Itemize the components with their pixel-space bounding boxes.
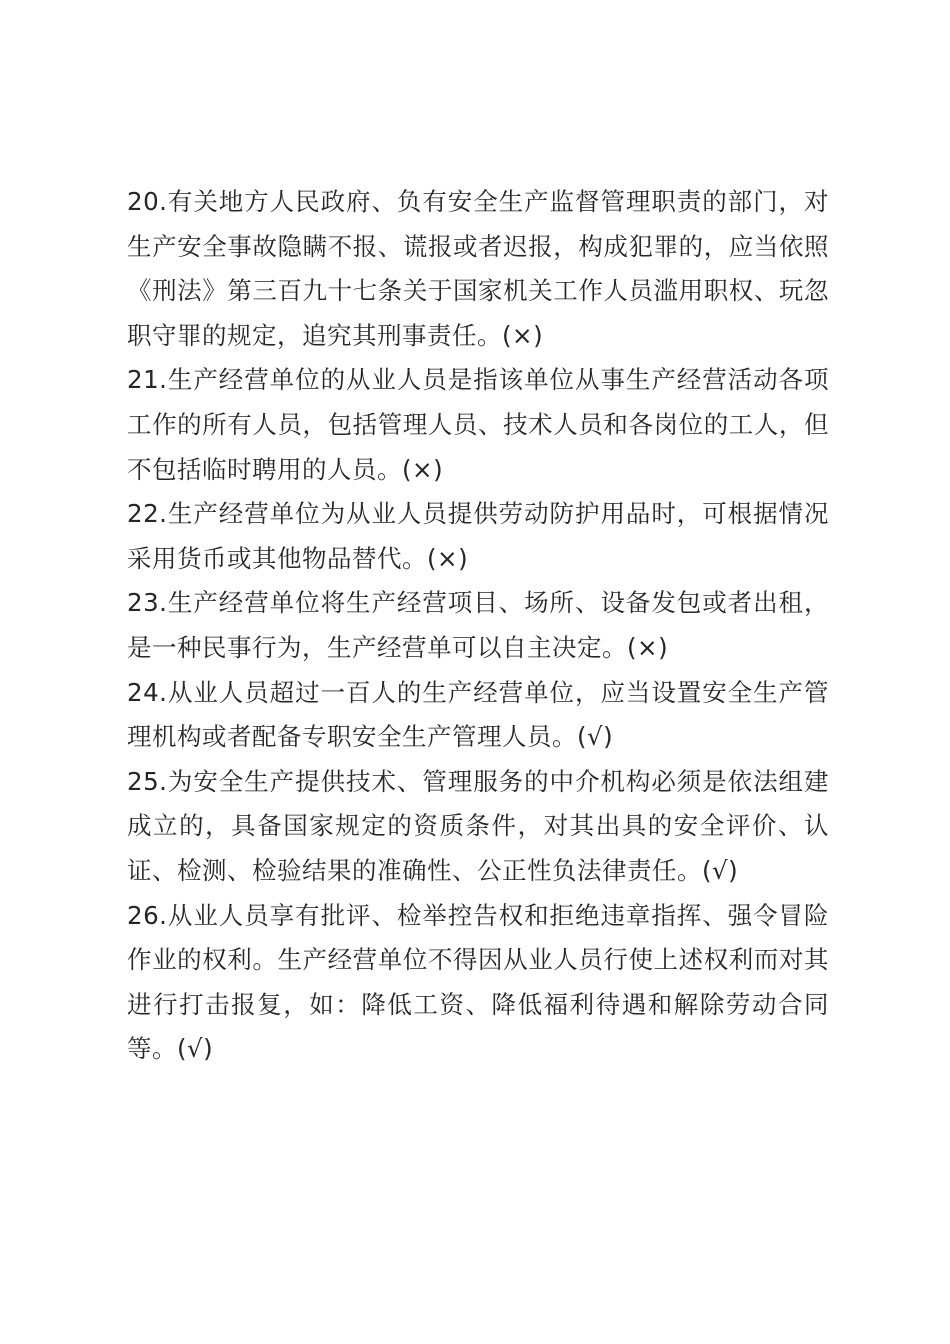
question-item-20: 20.有关地方人民政府、负有安全生产监督管理职责的部门，对生产安全事故隐瞒不报、谎报或者迟报，构成犯罪的，应当依照《刑法》第三百九十七条关于国家机关工作人员滥用职权、玩忽职守罪的规定，追究其刑事责任。(×) (127, 187, 829, 350)
question-item-26: 26.从业人员享有批评、检举控告权和拒绝违章指挥、强令冒险作业的权利。生产经营单位不得因从业人员行使上述权利而对其进行打击报复，如：降低工资、降低福利待遇和解除劳动合同等。(√) (127, 900, 829, 1064)
question-item-23: 23.生产经营单位将生产经营项目、场所、设备发包或者出租，是一种民事行为，生产经营单可以自主决定。(×) (127, 588, 829, 662)
question-list (127, 180, 829, 1072)
question-item-22: 22.生产经营单位为从业人员提供劳动防护用品时，可根据情况采用货币或其他物品替代。(×) (127, 499, 829, 573)
question-item-25: 25.为安全生产提供技术、管理服务的中介机构必须是依法组建成立的，具备国家规定的资质条件，对其出具的安全评价、认证、检测、检验结果的准确性、公正性负法律责任。(√) (127, 766, 829, 885)
question-item-21: 21.生产经营单位的从业人员是指该单位从事生产经营活动各项工作的所有人员，包括管理人员、技术人员和各岗位的工人，但不包括临时聘用的人员。(×) (127, 365, 829, 484)
question-item-24: 24.从业人员超过一百人的生产经营单位，应当设置安全生产管理机构或者配备专职安全生产管理人员。(√) (127, 677, 829, 752)
